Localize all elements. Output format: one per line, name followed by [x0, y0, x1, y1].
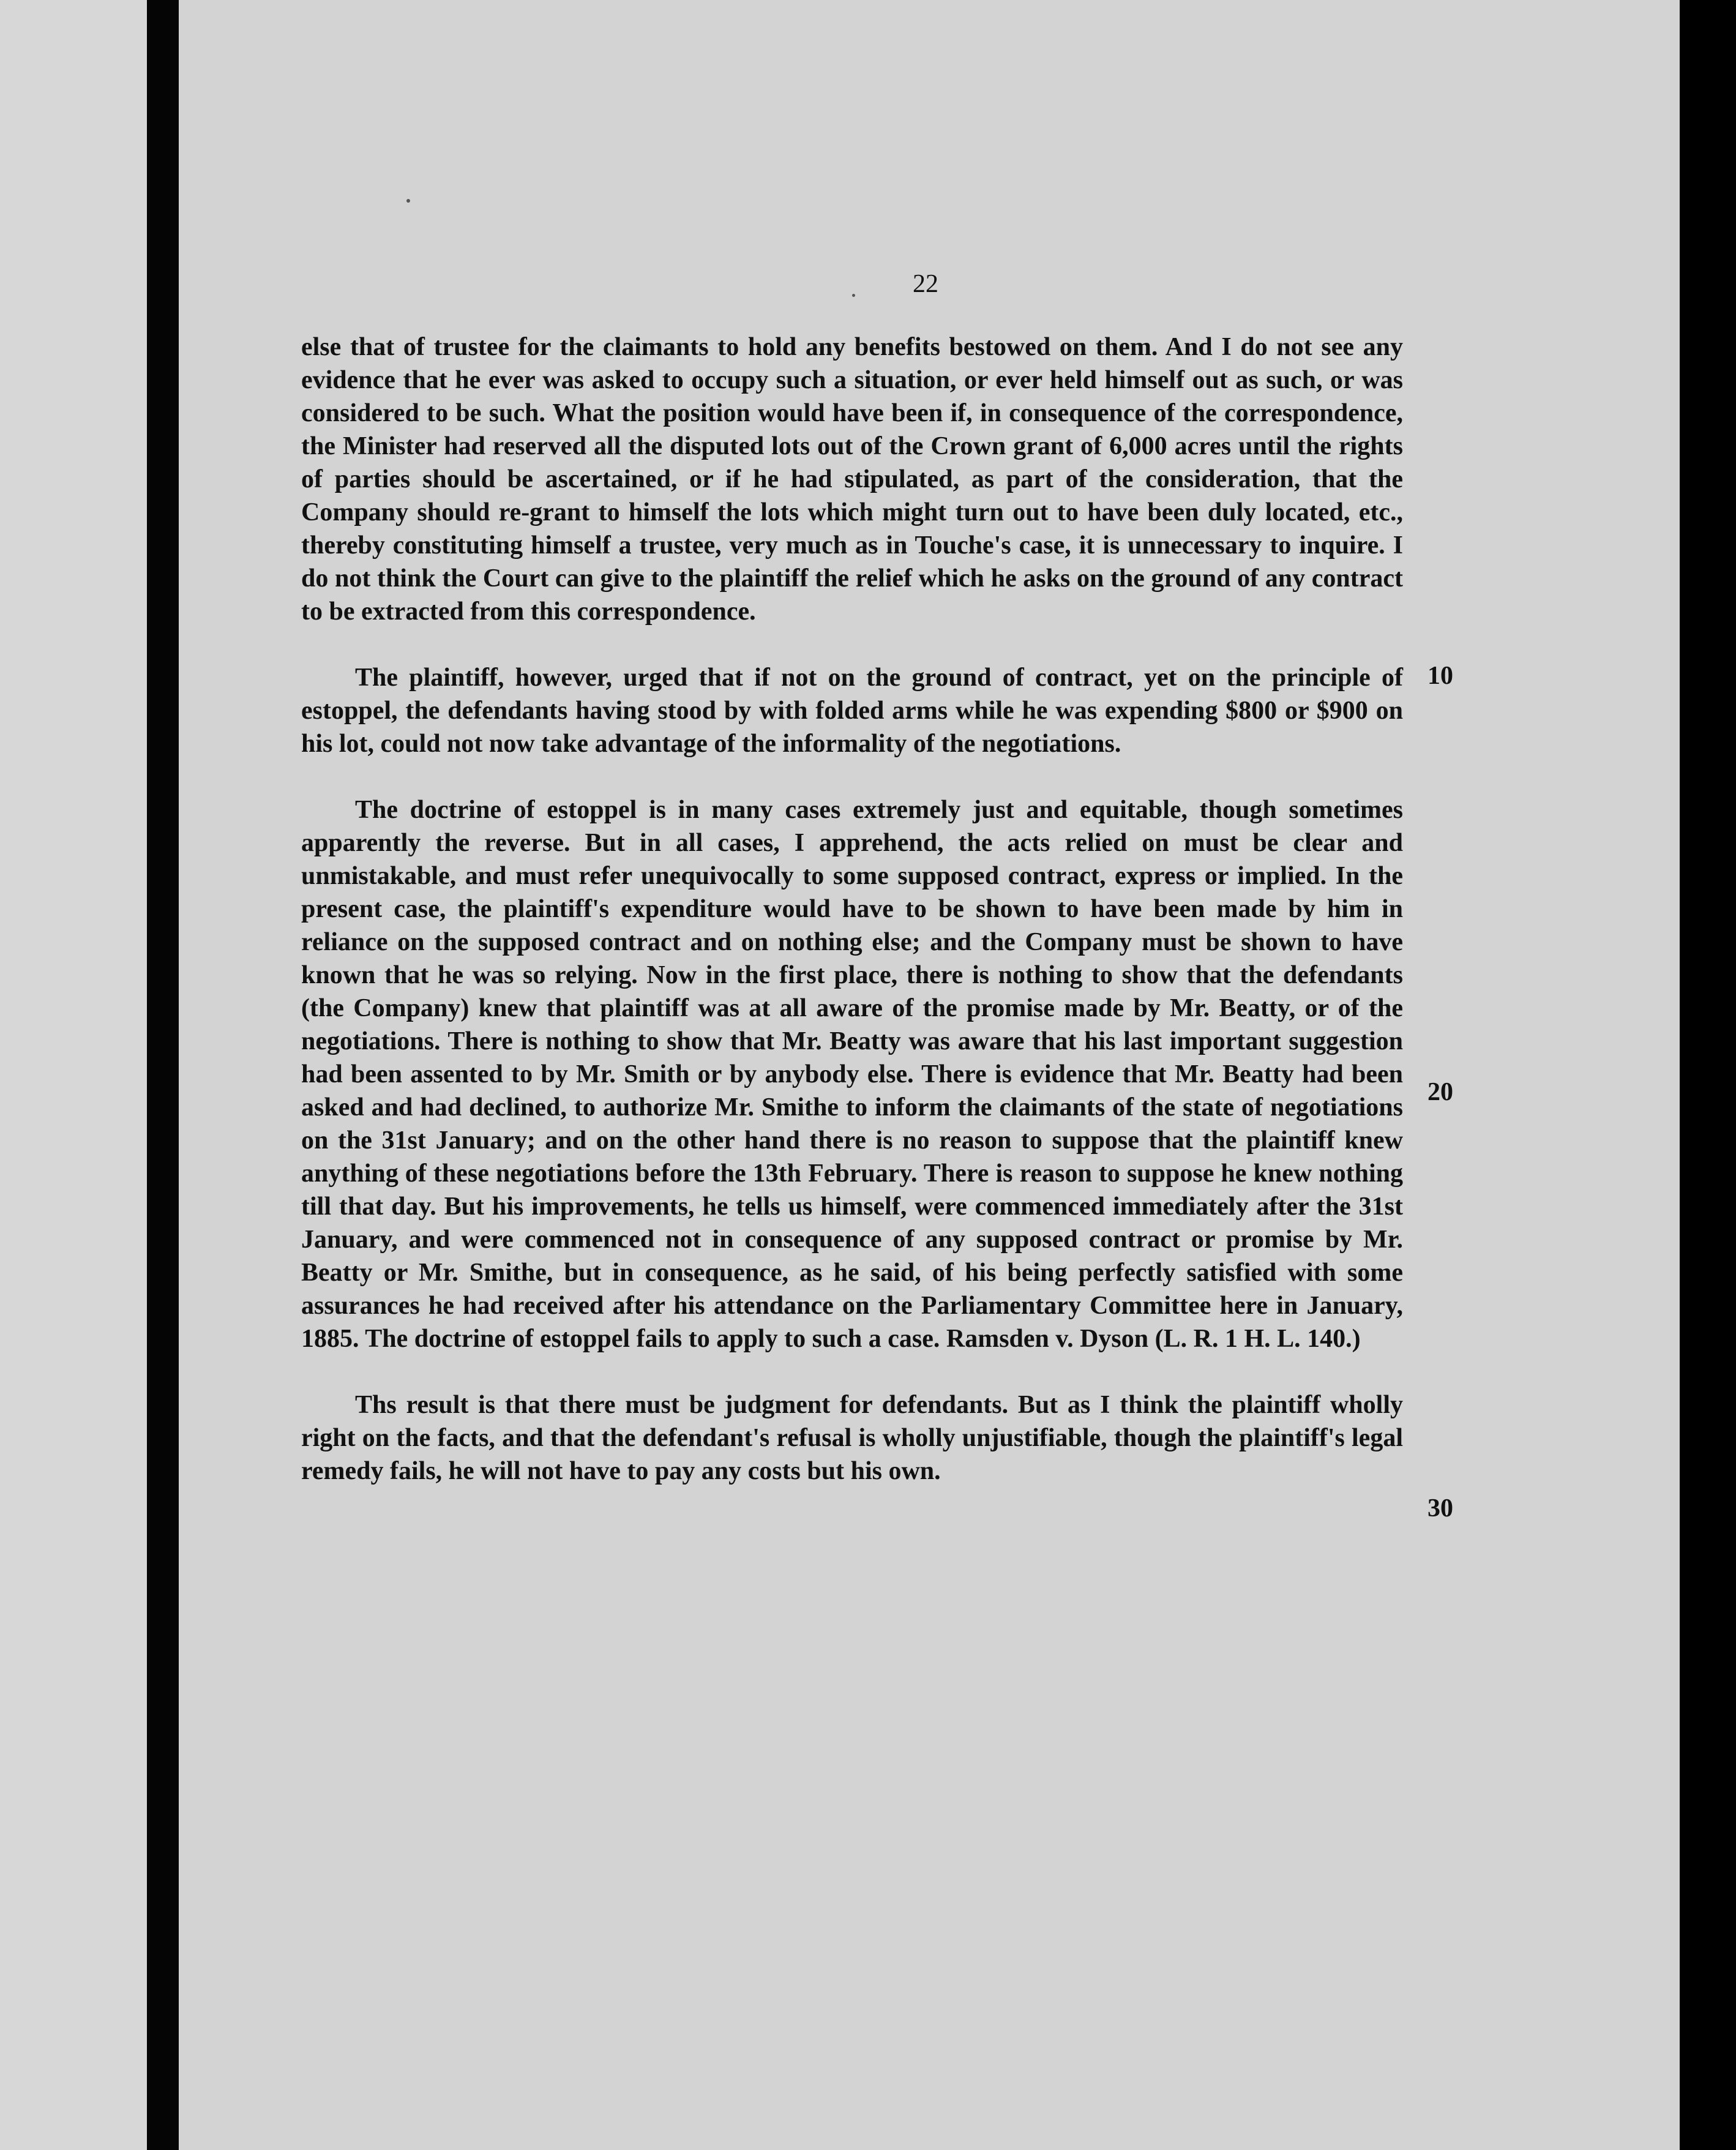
paragraph-3: The doctrine of estoppel is in many cases extremely just and equitable, though sometimes apparently the reverse. But in all cases, I apprehend, the acts relied on must be clear and unmistakable, and must refer unequivocally to some supposed contract, express or implied. In the present case, the plaintiff's expenditure would have to be shown to have been made by him in reliance on the supposed contract and on nothing else; and the Company must be shown to have known that he was so relying. Now in the first place, there is nothing to show that the defendants (the Company) knew that plaintiff was at all aware of the promise made by Mr. Beatty, or of the negotiations. There is nothing to show that Mr. Beatty was aware that his last important suggestion had been assented to by Mr. Smith or by anybody else. There is evidence that Mr. Beatty had been asked and had declined, to authorize Mr. Smithe to inform the claimants of the state of negotiations on the 31st January; and on the other hand there is no reason to suppose that the plaintiff knew anything of these negotiations before the 13th February. There is reason to suppose he knew nothing till that day. But his improvements, he tells us himself, were commenced immediately after the 31st January, and were commenced not in consequence of any supposed contract or promise by Mr. Beatty or Mr. Smithe, but in consequence, as he said, of his being perfectly satisfied with some assurances he had received after his attendance on the Parliamentary Committee here in January, 1885. The doctrine of estoppel fails to apply to such a case. Ramsden v. Dyson (L. R. 1 H. L. 140.): [301, 796, 1403, 1353]
paragraph-4: Ths result is that there must be judgment for defendants. But as I think the plaintiff wholly right on the facts, and that the defendant's refusal is wholly unjustifiable, though the plaintiff's legal remedy fails, he will not have to pay any costs but his own.: [301, 1391, 1403, 1485]
line-number-10: 10: [1427, 662, 1453, 690]
page-number: 22: [913, 270, 938, 298]
paragraph-2: The plaintiff, however, urged that if not on the ground of contract, yet on the principle of estoppel, the defendants having stood by with folded arms while he was expending $800 or $900 on his lot, could not now take advantage of the informality of the negotiations.: [301, 664, 1403, 758]
document-page: [179, 0, 1680, 2150]
scan-speck: [406, 199, 410, 203]
scan-speck: [852, 294, 855, 297]
adjacent-page-strip: [0, 0, 147, 2150]
page-gutter: [147, 0, 179, 2150]
line-number-30: 30: [1427, 1494, 1453, 1523]
line-number-20: 20: [1427, 1078, 1453, 1106]
right-margin-border: [1680, 0, 1736, 2150]
paragraph-1: else that of trustee for the claimants to hold any benefits bestowed on them. And I do not see any evidence that he ever was asked to occupy such a situation, or ever held himself out as such, or was considered to be such. What the position would have been if, in consequence of the correspondence, the Minister had reserved all the disputed lots out of the Crown grant of 6,000 acres until the rights of parties should be ascertained, or if he had stipulated, as part of the consideration, that the Company should re-grant to himself the lots which might turn out to have been duly located, etc., thereby constituting himself a trustee, very much as in Touche's case, it is unnecessary to inquire. I do not think the Court can give to the plaintiff the relief which he asks on the ground of any contract to be extracted from this correspondence.: [301, 333, 1403, 626]
body-text: [301, 331, 1403, 1521]
